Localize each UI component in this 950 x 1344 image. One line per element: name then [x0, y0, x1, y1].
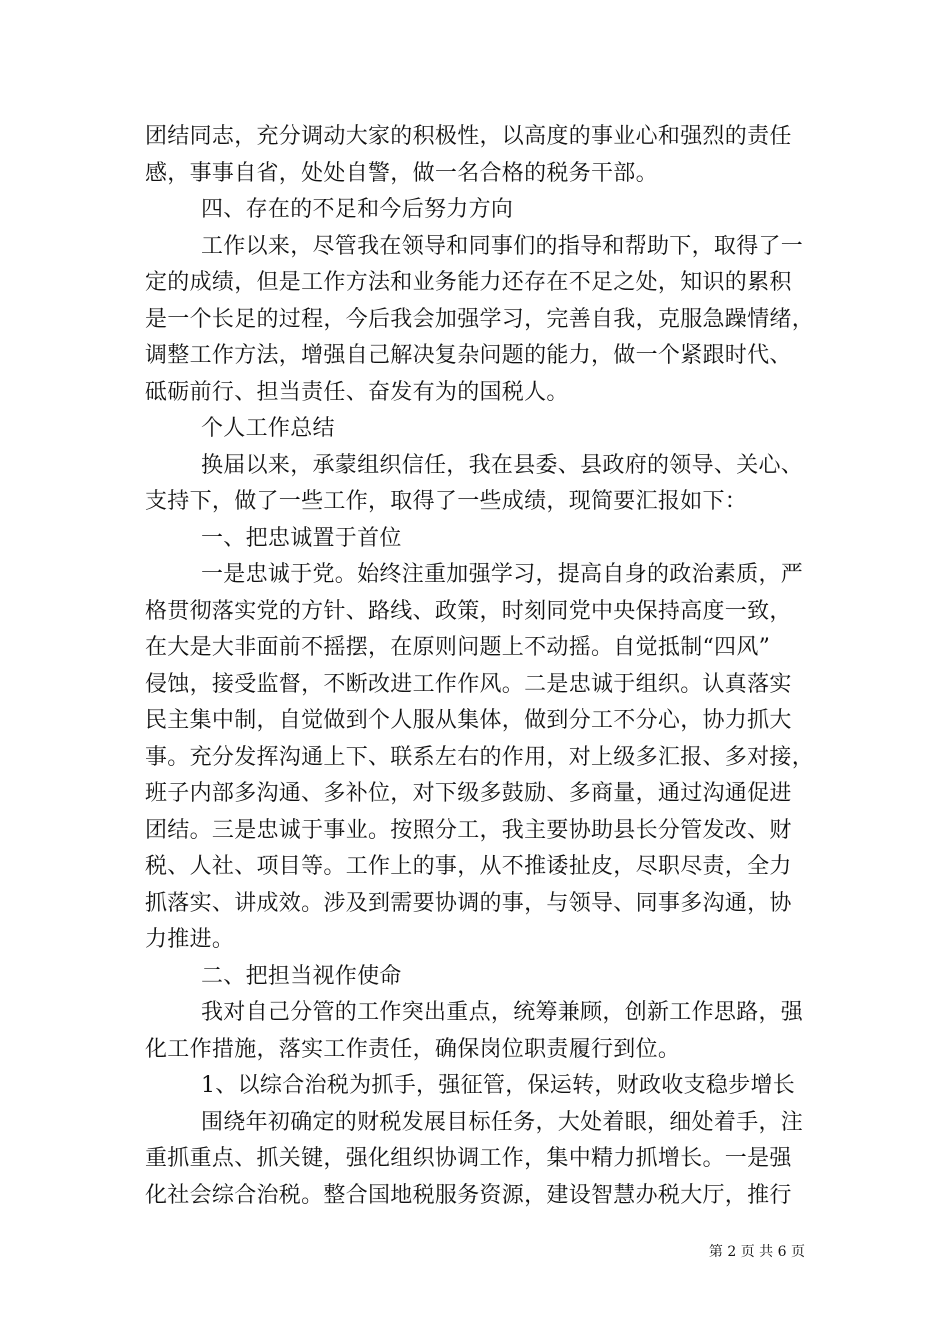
text-line: 化社会综合治税。整合国地税服务资源，建设智慧办税大厅，推行 — [145, 1182, 792, 1208]
text-line: 一是忠诚于党。始终注重加强学习，提高自身的政治素质，严 — [201, 562, 804, 587]
text-line: 税、人社、项目等。工作上的事，从不推诿扯皮，尽职尽责，全力 — [145, 854, 792, 879]
text-line: 我对自己分管的工作突出重点，统筹兼顾，创新工作思路，强 — [201, 1000, 804, 1025]
text-line: 定的成绩，但是工作方法和业务能力还存在不足之处，知识的累积 — [145, 270, 792, 295]
text-line: 个人工作总结 — [201, 416, 335, 441]
text-line: 四、存在的不足和今后努力方向 — [201, 197, 514, 222]
text-line: 工作以来，尽管我在领导和同事们的指导和帮助下，取得了一 — [201, 233, 804, 259]
text-line: 1、以综合治税为抓手，强征管，保运转，财政收支稳步增长 — [201, 1073, 796, 1098]
text-line: 换届以来，承蒙组织信任，我在县委、县政府的领导、关心、 — [201, 452, 804, 478]
page-number-footer: 第 2 页 共 6 页 — [708, 1244, 805, 1260]
text-line: 团结同志，充分调动大家的积极性，以高度的事业心和强烈的责任 — [145, 124, 792, 149]
document-body — [145, 119, 825, 1214]
text-line: 是一个长足的过程，今后我会加强学习，完善自我，克服急躁情绪， — [145, 306, 815, 332]
text-line: 民主集中制，自觉做到个人服从集体，做到分工不分心，协力抓大 — [145, 708, 792, 733]
text-line: 重抓重点、抓关键，强化组织协调工作，集中精力抓增长。一是强 — [145, 1146, 792, 1171]
text-line: 团结。三是忠诚于事业。按照分工，我主要协助县长分管发改、财 — [145, 817, 792, 843]
text-line: 力推进。 — [145, 927, 235, 952]
text-line: 二、把担当视作使命 — [201, 963, 402, 989]
text-line: 围绕年初确定的财税发展目标任务，大处着眼，细处着手，注 — [201, 1109, 804, 1135]
text-line: 砥砺前行、担当责任、奋发有为的国税人。 — [145, 379, 569, 405]
text-line: 调整工作方法，增强自己解决复杂问题的能力，做一个紧跟时代、 — [145, 343, 792, 368]
text-line: 抓落实、讲成效。涉及到需要协调的事，与领导、同事多沟通，协 — [145, 890, 792, 916]
text-line: 化工作措施，落实工作责任，确保岗位职责履行到位。 — [145, 1036, 681, 1062]
text-line: 一、把忠诚置于首位 — [201, 525, 402, 551]
text-line: 感，事事自省，处处自警，做一名合格的税务干部。 — [145, 160, 658, 186]
text-line: 事。充分发挥沟通上下、联系左右的作用，对上级多汇报、多对接， — [145, 744, 815, 770]
text-line: 侵蚀，接受监督，不断改进工作作风。二是忠诚于组织。认真落实 — [145, 671, 792, 697]
text-line: 支持下，做了一些工作，取得了一些成绩，现简要汇报如下： — [145, 489, 748, 514]
text-line: 格贯彻落实党的方针、路线、政策，时刻同党中央保持高度一致， — [145, 598, 792, 624]
text-line: 班子内部多沟通、多补位，对下级多鼓励、多商量，通过沟通促进 — [145, 781, 792, 806]
text-line: 在大是大非面前不摇摆，在原则问题上不动摇。自觉抵制“四风” — [145, 635, 771, 660]
